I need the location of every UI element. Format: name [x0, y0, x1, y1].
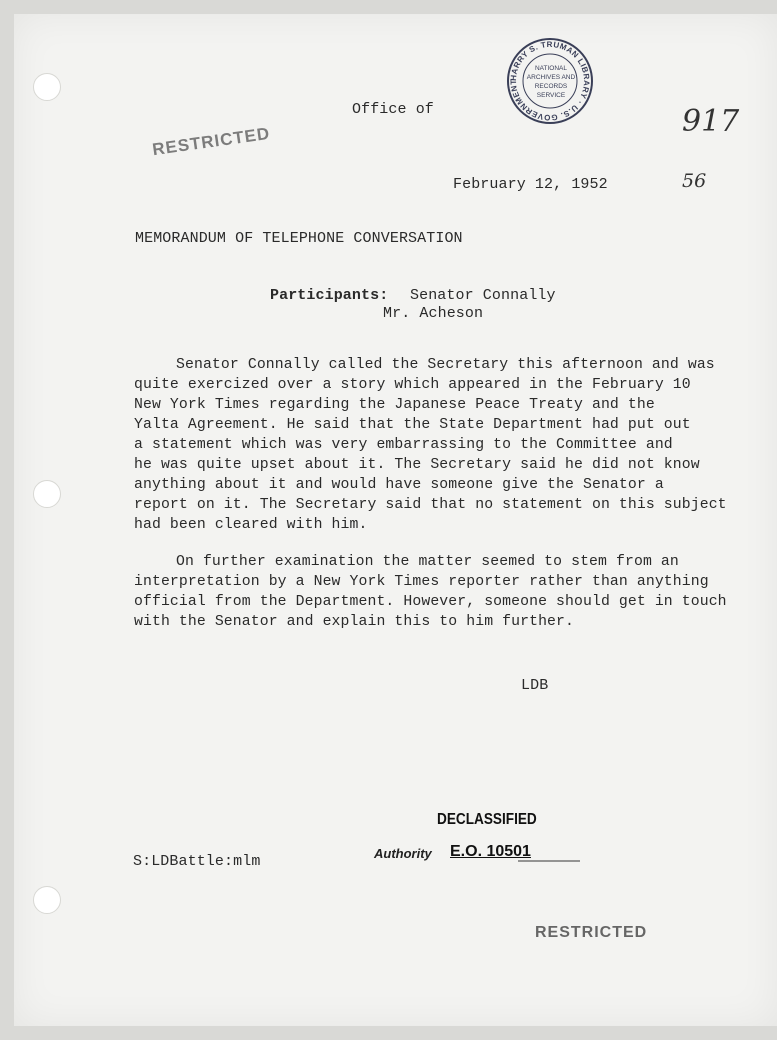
- archive-seal-stamp: [505, 36, 595, 126]
- paragraph-1-line-9: had been cleared with him.: [134, 517, 368, 533]
- declassified-stamp: DECLASSIFIED: [437, 811, 537, 828]
- paragraph-1-line-1: Senator Connally called the Secretary this afternoon and was: [176, 357, 715, 373]
- document-page: [14, 14, 777, 1026]
- office-of-heading: Office of: [352, 101, 434, 118]
- paragraph-1-line-2: quite exercized over a story which appeared in the February 10: [134, 377, 691, 393]
- seal-line-3: RECORDS: [534, 83, 568, 90]
- restricted-stamp-top: RESTRICTED: [151, 123, 272, 160]
- initials-signature: LDB: [521, 677, 549, 694]
- paragraph-1-line-4: Yalta Agreement. He said that the State Department had put out: [134, 417, 691, 433]
- authority-label: Authority: [374, 846, 432, 861]
- memo-date: February 12, 1952: [453, 176, 608, 193]
- participant-connally: Senator Connally: [410, 287, 556, 304]
- participant-acheson: Mr. Acheson: [383, 305, 484, 322]
- seal-line-4: SERVICE: [536, 92, 566, 99]
- punch-hole-top: [33, 73, 61, 101]
- reference-code: S:LDBattle:mlm: [133, 853, 261, 870]
- svg-text:HARRY S. TRUMAN LIBRARY · U.S.: [509, 40, 591, 122]
- handwritten-number-56: 56: [682, 170, 707, 192]
- seal-line-1: NATIONAL: [534, 65, 568, 72]
- authority-value: E.O. 10501: [450, 843, 531, 860]
- paragraph-1-line-7: anything about it and would have someone give the Senator a: [134, 477, 664, 493]
- paragraph-2-line-4: with the Senator and explain this to him further.: [134, 614, 574, 630]
- participants-label: Participants:: [270, 287, 389, 304]
- paragraph-1-line-5: a statement which was very embarrassing to the Committee and: [134, 437, 673, 453]
- paragraph-1-line-8: report on it. The Secretary said that no statement on this subject: [134, 497, 727, 513]
- paragraph-2-line-2: interpretation by a New York Times reporter rather than anything: [134, 574, 709, 590]
- memo-title: MEMORANDUM OF TELEPHONE CONVERSATION: [135, 230, 463, 247]
- paragraph-1-line-3: New York Times regarding the Japanese Peace Treaty and the: [134, 397, 655, 413]
- punch-hole-middle: [33, 480, 61, 508]
- seal-outer-text: HARRY S. TRUMAN LIBRARY · U.S. GOVERNMENT: [508, 39, 592, 123]
- paragraph-2-line-3: official from the Department. However, someone should get in touch: [134, 594, 727, 610]
- handwritten-number-917: 917: [682, 104, 740, 139]
- restricted-stamp-bottom: RESTRICTED: [535, 924, 648, 941]
- paragraph-1-line-6: he was quite upset about it. The Secretary said he did not know: [134, 457, 700, 473]
- paragraph-2-line-1: On further examination the matter seemed to stem from an: [176, 554, 679, 570]
- punch-hole-bottom: [33, 886, 61, 914]
- authority-signature-line: [518, 860, 580, 862]
- seal-line-2: ARCHIVES AND: [526, 74, 576, 81]
